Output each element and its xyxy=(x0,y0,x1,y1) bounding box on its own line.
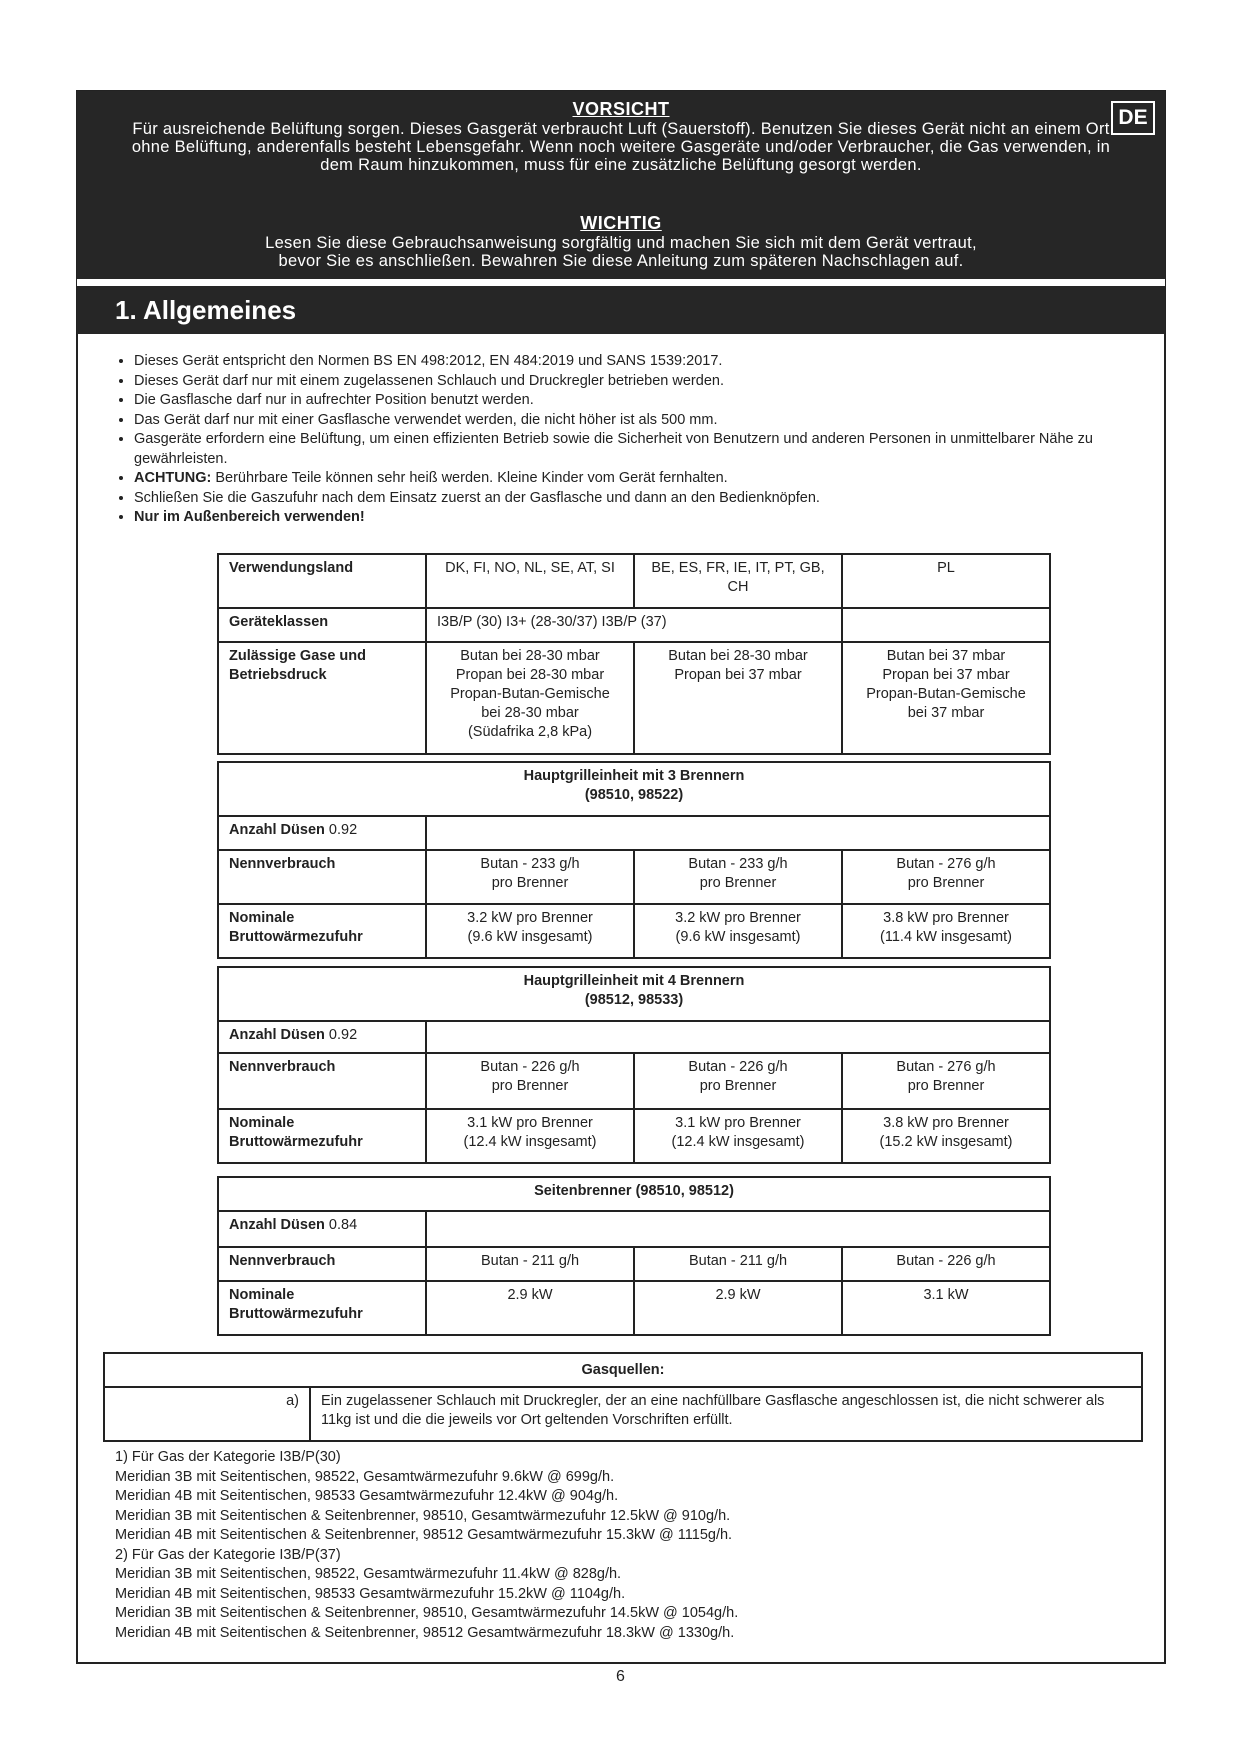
gas-sources-marker: a) xyxy=(104,1387,310,1441)
consumption-cell xyxy=(842,1053,1050,1109)
gas-line: Propan-Butan-Gemische xyxy=(450,686,610,702)
consumption-cell xyxy=(426,1053,634,1109)
gases-cell xyxy=(426,642,634,754)
footnote-line: Meridian 3B mit Seitentischen & Seitenbrenner, 98510, Gesamtwärmezufuhr 12.5kW @ 910g/h. xyxy=(115,1507,731,1524)
gas-line: Butan bei 37 mbar xyxy=(886,648,1006,664)
footnote-line: Meridian 4B mit Seitentischen & Seitenbrenner, 98512 Gesamtwärmezufuhr 15.3kW @ 1115g/h. xyxy=(115,1527,733,1543)
burner3-models: (98510, 98522) xyxy=(584,787,684,803)
heat-total: (11.4 kW insgesamt) xyxy=(880,929,1012,945)
footnote-line: Meridian 4B mit Seitentischen & Seitenbrenner, 98512 Gesamtwärmezufuhr 18.3kW @ 1330g/h. xyxy=(115,1624,735,1641)
language-badge: DE xyxy=(1111,101,1155,135)
country-table xyxy=(217,553,1051,755)
heat-label: Nominale Bruttowärmezufuhr xyxy=(229,1287,363,1322)
consumption-value: Butan - 233 g/h xyxy=(480,856,580,872)
footnote-line: 1) Für Gas der Kategorie I3B/P(30) xyxy=(115,1449,341,1465)
heat-cell xyxy=(634,1109,842,1163)
heat-label-cell xyxy=(218,1109,426,1163)
list-item xyxy=(134,469,1094,489)
gases-cell xyxy=(634,642,842,754)
heat-label-cell xyxy=(218,904,426,958)
per-burner: pro Brenner xyxy=(907,875,985,891)
heat-value: 3.1 kW pro Brenner xyxy=(467,1115,593,1131)
side-burner-table xyxy=(217,1176,1051,1336)
heat-value: 3.2 kW pro Brenner xyxy=(675,910,801,926)
burner3-table xyxy=(217,761,1051,959)
heat-total: (9.6 kW insgesamt) xyxy=(467,929,593,945)
gas-line: Propan bei 37 mbar xyxy=(674,667,802,683)
achtung-label: ACHTUNG: xyxy=(134,470,212,486)
empty-cell xyxy=(426,1021,1050,1053)
list-item: • Dieses Gerät entspricht den Normen BS EN 498:2012, EN 484:2019 und SANS 1539:2017. xyxy=(134,352,1094,372)
gas-line: Propan-Butan-Gemische xyxy=(866,686,1026,702)
achtung-text: Berührbare Teile können sehr heiß werden. Kleine Kinder vom Gerät fernhalten. xyxy=(211,470,728,486)
nozzle-label-cell xyxy=(218,816,426,850)
nozzle-value: 0.84 xyxy=(328,1217,358,1233)
consumption-label-cell xyxy=(218,850,426,904)
heat-value: 3.8 kW pro Brenner xyxy=(883,1115,1009,1131)
per-burner: pro Brenner xyxy=(907,1078,985,1094)
gas-line: Propan bei 37 mbar xyxy=(882,667,1010,683)
section-header xyxy=(77,286,1165,334)
consumption-value: Butan - 233 g/h xyxy=(688,856,788,872)
heat-cell xyxy=(426,1109,634,1163)
burner3-title: Hauptgrilleinheit mit 3 Brennern xyxy=(523,768,745,784)
consumption-value: Butan - 226 g/h xyxy=(688,1059,788,1075)
per-burner: pro Brenner xyxy=(699,1078,777,1094)
heat-cell: 2.9 kW xyxy=(634,1281,842,1335)
caution-box xyxy=(77,91,1165,279)
list-item xyxy=(134,508,1094,528)
divider xyxy=(77,279,1165,286)
burner4-title: Hauptgrilleinheit mit 4 Brennern xyxy=(523,973,745,989)
heat-total: (9.6 kW insgesamt) xyxy=(675,929,801,945)
gas-line: bei 37 mbar xyxy=(907,705,985,721)
important-title: WICHTIG xyxy=(580,213,662,233)
nozzle-label-cell xyxy=(218,1211,426,1247)
class-label: Geräteklassen xyxy=(229,614,329,630)
heat-cell xyxy=(634,904,842,958)
gas-line: Propan bei 28-30 mbar xyxy=(455,667,605,683)
gases-cell xyxy=(842,642,1050,754)
country-cell: DK, FI, NO, NL, SE, AT, SI xyxy=(426,554,634,608)
burner4-title-cell xyxy=(218,967,1050,1021)
footnote-line: Meridian 4B mit Seitentischen, 98533 Gesamtwärmezufuhr 15.2kW @ 1104g/h. xyxy=(115,1585,626,1602)
class-label-cell xyxy=(218,608,426,642)
list-item: • Schließen Sie die Gaszufuhr nach dem Einsatz zuerst an der Gasflasche und dann an den Bedienknöpfen. xyxy=(134,489,1094,509)
caution-title: VORSICHT xyxy=(572,99,670,119)
gas-line: (Südafrika 2,8 kPa) xyxy=(467,724,593,740)
consumption-cell xyxy=(426,850,634,904)
consumption-cell: Butan - 211 g/h xyxy=(426,1247,634,1281)
consumption-label-cell xyxy=(218,1247,426,1281)
heat-label-cell xyxy=(218,1281,426,1335)
consumption-label: Nennverbrauch xyxy=(229,1059,336,1075)
per-burner: pro Brenner xyxy=(699,875,777,891)
country-cell: PL xyxy=(842,554,1050,608)
consumption-cell: Butan - 226 g/h xyxy=(842,1247,1050,1281)
gas-sources-table xyxy=(103,1352,1143,1442)
heat-total: (15.2 kW insgesamt) xyxy=(879,1134,1013,1150)
heat-value: 3.2 kW pro Brenner xyxy=(467,910,593,926)
country-cell: BE, ES, FR, IE, IT, PT, GB, CH xyxy=(634,554,842,608)
heat-label: Nominale Bruttowärmezufuhr xyxy=(229,1115,363,1150)
heat-cell: 2.9 kW xyxy=(426,1281,634,1335)
nozzle-label: Anzahl Düsen xyxy=(229,822,325,838)
burner4-models: (98512, 98533) xyxy=(584,992,684,1008)
consumption-value: Butan - 276 g/h xyxy=(896,856,996,872)
list-item: • Dieses Gerät darf nur mit einem zugelassenen Schlauch und Druckregler betrieben werden. xyxy=(134,372,1094,392)
heat-total: (12.4 kW insgesamt) xyxy=(463,1134,597,1150)
footnote-line: Meridian 3B mit Seitentischen & Seitenbrenner, 98510, Gesamtwärmezufuhr 14.5kW @ 1054g/h. xyxy=(115,1605,739,1621)
list-item: • Gasgeräte erfordern eine Belüftung, um einen effizienten Betrieb sowie die Sicherheit von Benutzern und anderen Personen in unmittelbarer Nähe zu gewährleisten. xyxy=(134,430,1094,469)
consumption-label: Nennverbrauch xyxy=(229,856,336,872)
consumption-cell xyxy=(634,850,842,904)
empty-cell xyxy=(842,608,1050,642)
page-number: 6 xyxy=(616,1668,625,1685)
country-label: Verwendungsland xyxy=(229,560,354,576)
caution-text: Für ausreichende Belüftung sorgen. Dieses Gasgerät verbraucht Luft (Sauerstoff). Benutzen Sie dieses Gerät nicht an einem Ort ohne Belüftung, anderenfalls besteht Lebensgefahr. Wenn noch weitere Gasgeräte und/oder Verbraucher, die Gas verwenden, in dem Raum hinzukommen, muss für eine zusätzliche Belüftung gesorgt werden. xyxy=(131,120,1111,174)
consumption-label-cell xyxy=(218,1053,426,1109)
country-label-cell xyxy=(218,554,426,608)
nozzle-value: 0.92 xyxy=(328,822,358,838)
footnote-line: Meridian 3B mit Seitentischen, 98522, Gesamtwärmezufuhr 11.4kW @ 828g/h. xyxy=(115,1566,622,1582)
nozzle-label-cell xyxy=(218,1021,426,1053)
list-item: • Die Gasflasche darf nur in aufrechter Position benutzt werden. xyxy=(134,391,1094,411)
consumption-value: Butan - 276 g/h xyxy=(896,1059,996,1075)
section-title: 1. Allgemeines xyxy=(115,295,297,325)
footnote-line: Meridian 4B mit Seitentischen, 98533 Gesamtwärmezufuhr 12.4kW @ 904g/h. xyxy=(115,1488,619,1504)
burner3-title-cell xyxy=(218,762,1050,816)
empty-cell xyxy=(426,816,1050,850)
consumption-cell xyxy=(842,850,1050,904)
gas-sources-text: Ein zugelassener Schlauch mit Druckregler, der an eine nachfüllbare Gasflasche angeschlossen ist, die nicht schwerer als 11kg ist und die die jeweils vor Ort geltenden Vorschriften erfüllt. xyxy=(310,1387,1142,1441)
heat-cell xyxy=(842,1109,1050,1163)
footnote-line: Meridian 3B mit Seitentischen, 98522, Gesamtwärmezufuhr 9.6kW @ 699g/h. xyxy=(115,1468,615,1485)
consumption-label: Nennverbrauch xyxy=(229,1253,336,1269)
consumption-cell xyxy=(634,1053,842,1109)
heat-cell xyxy=(842,904,1050,958)
gases-label-cell xyxy=(218,642,426,754)
general-list xyxy=(116,352,1094,528)
nozzle-label: Anzahl Düsen xyxy=(229,1027,325,1043)
heat-total: (12.4 kW insgesamt) xyxy=(671,1134,805,1150)
heat-value: 3.8 kW pro Brenner xyxy=(883,910,1009,926)
gas-sources-title: Gasquellen: xyxy=(104,1353,1142,1387)
per-burner: pro Brenner xyxy=(491,1078,569,1094)
gas-line: Butan bei 28-30 mbar xyxy=(460,648,600,664)
footnotes xyxy=(115,1448,738,1643)
list-item: • Das Gerät darf nur mit einer Gasflasche verwendet werden, die nicht höher ist als 500 mm. xyxy=(134,411,1094,431)
heat-value: 3.1 kW pro Brenner xyxy=(675,1115,801,1131)
consumption-cell: Butan - 211 g/h xyxy=(634,1247,842,1281)
heat-cell: 3.1 kW xyxy=(842,1281,1050,1335)
heat-cell xyxy=(426,904,634,958)
gas-line: Butan bei 28-30 mbar xyxy=(668,648,808,664)
important-text: Lesen Sie diese Gebrauchsanweisung sorgfältig und machen Sie sich mit dem Gerät vertraut, bevor Sie es anschließen. Bewahren Sie diese Anleitung zum späteren Nachschlagen auf. xyxy=(265,234,977,270)
gas-line: bei 28-30 mbar xyxy=(481,705,579,721)
class-cell: I3B/P (30) I3+ (28-30/37) I3B/P (37) xyxy=(426,608,842,642)
empty-cell xyxy=(426,1211,1050,1247)
burner4-table xyxy=(217,966,1051,1164)
gases-label: Zulässige Gase und Betriebsdruck xyxy=(229,648,366,683)
per-burner: pro Brenner xyxy=(491,875,569,891)
nozzle-value: 0.92 xyxy=(328,1027,358,1043)
side-burner-title: Seitenbrenner (98510, 98512) xyxy=(218,1177,1050,1211)
footnote-line: 2) Für Gas der Kategorie I3B/P(37) xyxy=(115,1546,341,1563)
nozzle-label: Anzahl Düsen xyxy=(229,1217,325,1233)
outdoor-note: Nur im Außenbereich verwenden! xyxy=(134,509,365,525)
consumption-value: Butan - 226 g/h xyxy=(480,1059,580,1075)
heat-label: Nominale Bruttowärmezufuhr xyxy=(229,910,363,945)
